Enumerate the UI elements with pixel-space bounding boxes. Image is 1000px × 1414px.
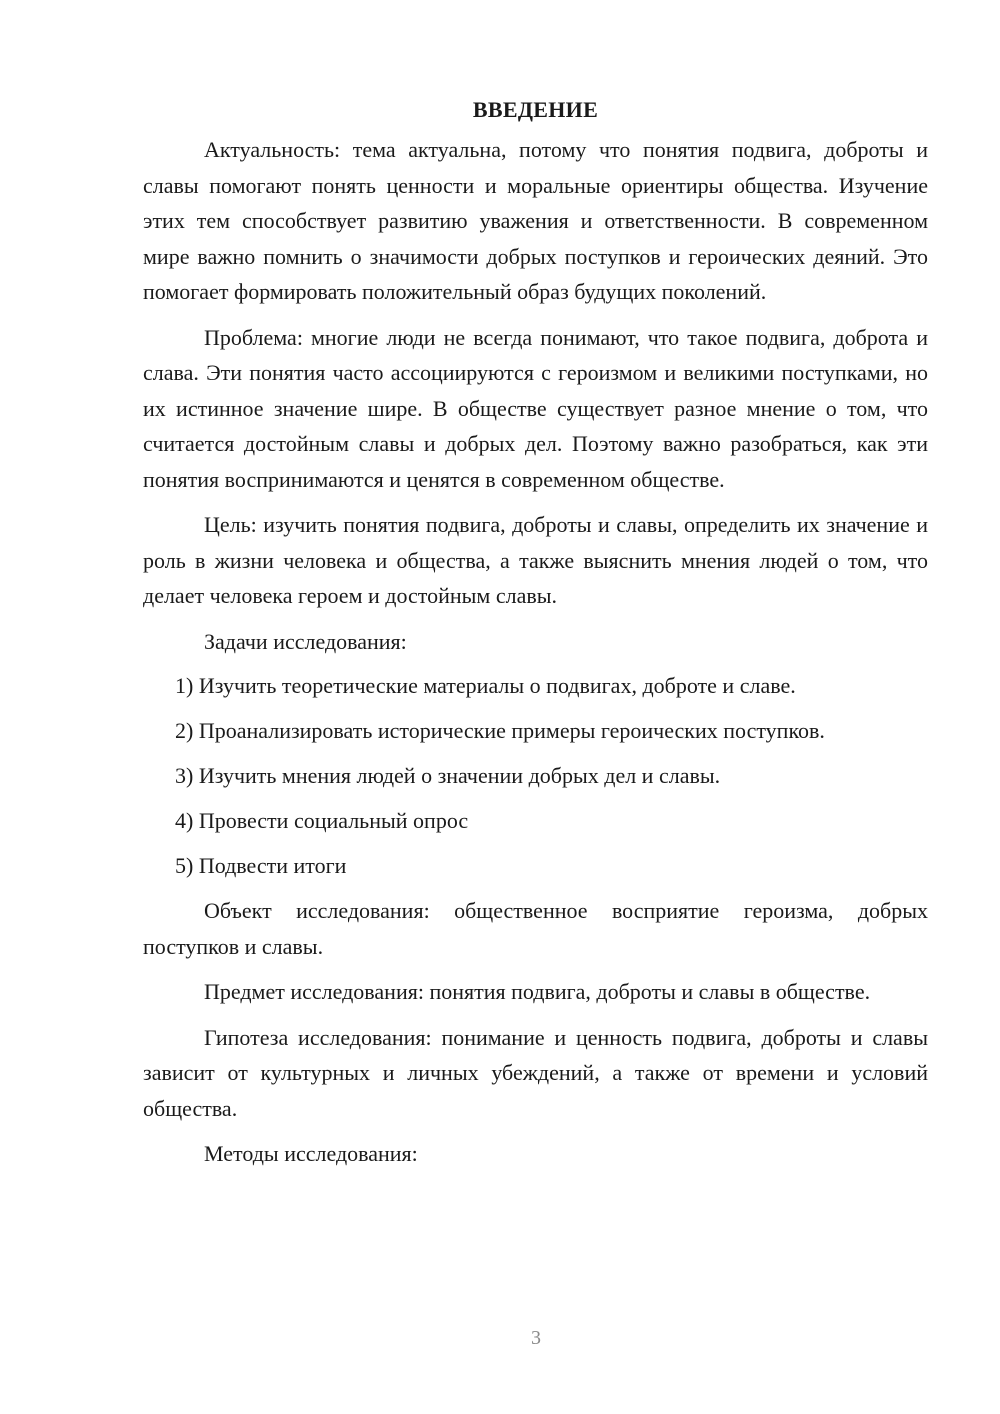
subject-paragraph: Предмет исследования: понятия подвига, доброты и славы в обществе. [204, 979, 871, 1004]
object-paragraph: Объект исследования: общественное восприятие героизма, добрых поступков и славы. [143, 898, 928, 959]
methods-paragraph: Методы исследования: [204, 1141, 418, 1166]
list-item: 1) Изучить теоретические материалы о подвигах, доброте и славе. [175, 673, 796, 698]
list-item: 2) Проанализировать исторические примеры героических поступков. [175, 718, 825, 743]
relevance-paragraph: Актуальность: тема актуальна, потому что понятия подвига, доброты и славы помогают понять ценности и моральные ориентиры общества. Изучение этих тем способствует развитию уважения и ответственности. В современном мире важно помнить о значимости добрых поступков и героических деяний. Это помогает формировать положительный образ будущих поколений. [143, 137, 928, 304]
page-number: 3 [531, 1327, 541, 1349]
problem-paragraph: Проблема: многие люди не всегда понимают, что такое подвига, доброта и слава. Эти понятия часто ассоциируются с героизмом и великими поступками, но их истинное значение шире. В обществе существует разное мнение о том, что считается достойным славы и добрых дел. Поэтому важно разобраться, как эти понятия воспринимаются и ценятся в современном обществе. [143, 324, 928, 492]
task-list [143, 668, 928, 884]
tasks-heading: Задачи исследования: [204, 628, 407, 654]
goal-paragraph: Цель: изучить понятия подвига, доброты и славы, определить их значение и роль в жизни человека и общества, а также выяснить мнения людей о том, что делает человека героем и достойным славы. [143, 512, 928, 608]
document-page [143, 92, 928, 1182]
list-item: 4) Провести социальный опрос [175, 808, 469, 833]
list-item: 5) Подвести итоги [175, 853, 347, 878]
list-item: 3) Изучить мнения людей о значении добрых дел и славы. [175, 763, 721, 788]
page-title: ВВЕДЕНИЕ [472, 97, 599, 122]
hypothesis-paragraph: Гипотеза исследования: понимание и ценность подвига, доброты и славы зависит от культурных и личных убеждений, а также от времени и условий общества. [143, 1024, 928, 1121]
